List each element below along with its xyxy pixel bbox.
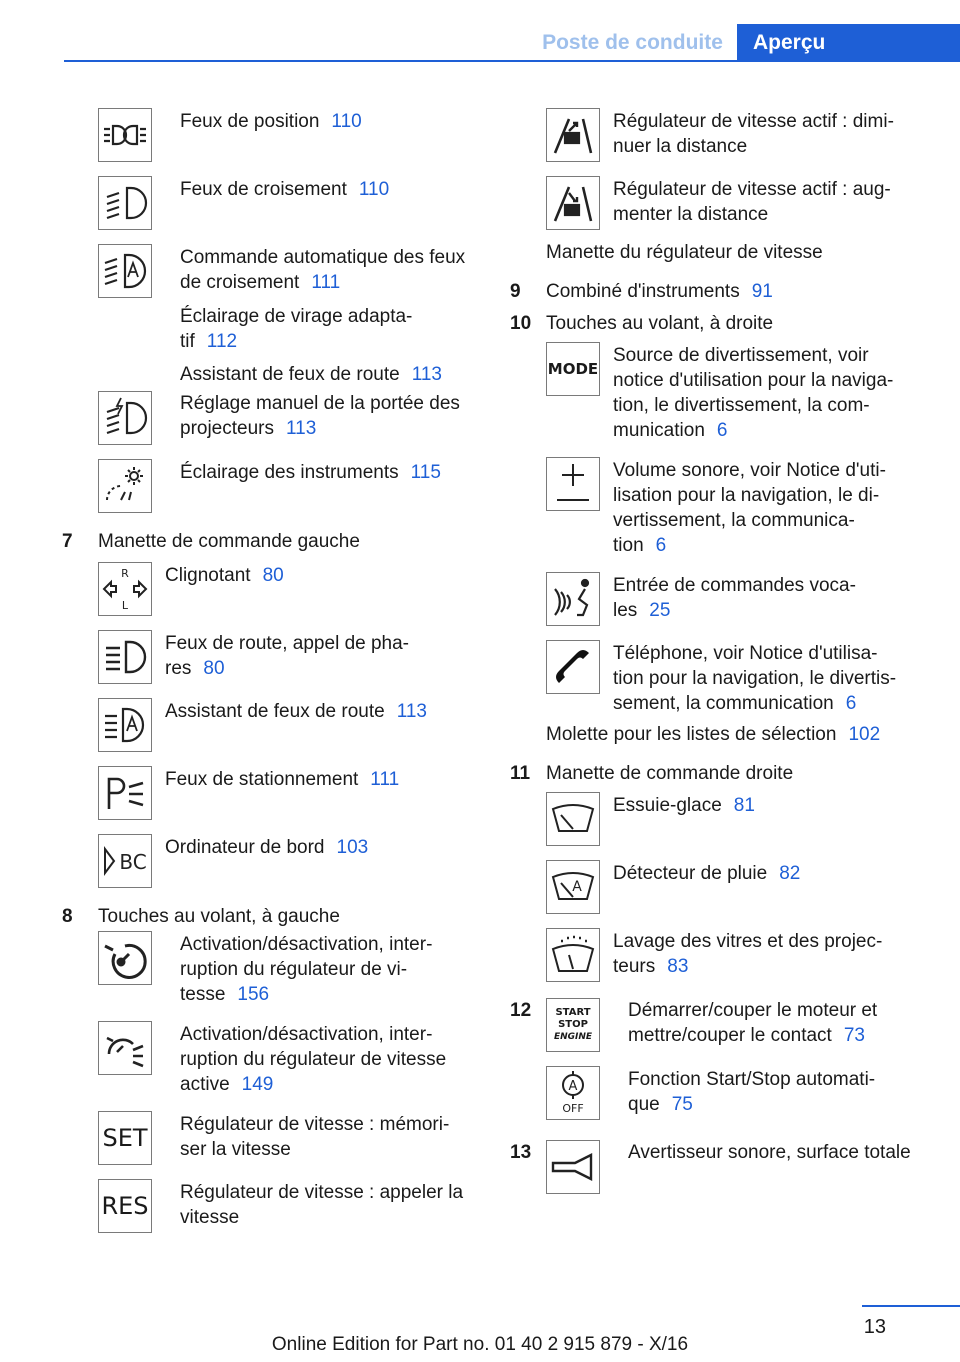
section-number: 10 <box>510 313 532 334</box>
list-item <box>546 640 950 716</box>
start-label: START <box>555 1007 591 1018</box>
page-ref-link[interactable]: 91 <box>751 281 773 302</box>
list-item <box>98 766 480 820</box>
item-text: Régulateur de vitesse actif : aug- menter la distance <box>613 179 891 225</box>
item-text: Clignotant <box>165 565 251 586</box>
page-ref-link[interactable]: 115 <box>410 462 441 483</box>
section-number: 7 <box>62 531 73 552</box>
item-text: Éclairage des instruments <box>180 462 399 483</box>
item-text: Feux de position <box>180 111 320 132</box>
active-cruise-icon <box>98 1021 152 1075</box>
list-item <box>98 630 480 684</box>
page-ref-link[interactable]: 113 <box>286 418 317 439</box>
item-text: Assistant de feux de route <box>180 364 400 385</box>
section-10 <box>510 311 950 336</box>
list-item <box>98 459 480 513</box>
off-label: OFF <box>562 1102 584 1115</box>
page-ref-link[interactable]: 80 <box>262 565 284 586</box>
list-item <box>98 1179 480 1233</box>
list-item <box>546 928 950 982</box>
page-ref-link[interactable]: 149 <box>241 1074 274 1095</box>
low-beam-icon <box>98 176 152 230</box>
rain-sensor-label: A <box>572 879 582 895</box>
set-icon <box>98 1111 152 1165</box>
bc-label: BC <box>119 850 147 874</box>
item-text: Avertisseur sonore, surface totale <box>628 1142 911 1163</box>
item-text: Démarrer/couper le moteur et mettre/couper le contact <box>628 1000 878 1046</box>
start-stop-icon <box>546 998 600 1052</box>
page-ref-link[interactable]: 6 <box>716 420 728 441</box>
section-13 <box>510 1140 950 1194</box>
svg-text:R: R <box>121 567 129 580</box>
item-text: Molette pour les listes de sélection <box>546 724 837 745</box>
rain-sensor-icon <box>546 860 600 914</box>
list-item <box>98 562 480 616</box>
auto-low-beam-icon <box>98 244 152 298</box>
footer-edition: Online Edition for Part no. 01 40 2 915 879 - X/16 <box>271 1334 689 1355</box>
board-computer-icon <box>98 834 152 888</box>
section-title: Combiné d'instruments <box>546 281 740 302</box>
page-ref-link[interactable]: 113 <box>396 701 427 722</box>
item-text: Feux de route, appel de pha- res <box>165 633 410 679</box>
auto-label: A <box>568 1079 578 1094</box>
list-item <box>98 834 480 888</box>
item-text: Commande automatique des feux de croisement <box>180 247 466 293</box>
set-label: SET <box>102 1124 148 1152</box>
item-text: Activation/désactivation, inter- ruption du régulateur de vi- tesse <box>180 934 433 1005</box>
item-text: Entrée de commandes voca- les <box>613 575 856 621</box>
page-ref-link[interactable]: 111 <box>311 272 341 293</box>
header-tab-section[interactable]: Poste de conduite <box>542 31 723 54</box>
item-text: Éclairage de virage adapta- tif <box>180 306 413 352</box>
washer-icon <box>546 928 600 982</box>
item-text: Réglage manuel de la portée des projecteurs <box>180 393 460 439</box>
page-ref-link[interactable]: 6 <box>655 535 667 556</box>
sub-item <box>180 362 480 387</box>
page-ref-link[interactable]: 6 <box>845 693 857 714</box>
item-text: Régulateur de vitesse : mémori- ser la vitesse <box>180 1114 450 1160</box>
list-item <box>98 698 480 752</box>
list-item <box>546 792 950 846</box>
turn-signal-icon <box>98 562 152 616</box>
page-ref-link[interactable]: 156 <box>237 984 270 1005</box>
item-text: Régulateur de vitesse : appeler la vitesse <box>180 1182 464 1228</box>
list-item <box>546 108 950 162</box>
phone-icon <box>546 640 600 694</box>
page-ref-link[interactable]: 110 <box>358 179 390 200</box>
item-text: Téléphone, voir Notice d'utilisa- tion pour la navigation, le divertis- sement, la communication <box>613 643 897 714</box>
page-ref-link[interactable]: 73 <box>843 1025 865 1046</box>
list-item <box>546 1066 950 1120</box>
volume-icon <box>546 457 600 511</box>
item-text: Régulateur de vitesse actif : dimi- nuer la distance <box>613 111 894 157</box>
list-item <box>546 572 950 626</box>
high-beam-assist-icon <box>98 698 152 752</box>
item-text: Essuie-glace <box>613 795 722 816</box>
section-number: 11 <box>510 763 531 784</box>
section-8 <box>62 904 480 929</box>
headlight-range-icon <box>98 391 152 445</box>
distance-decrease-icon <box>546 108 600 162</box>
page-ref-link[interactable]: 80 <box>203 658 225 679</box>
item-text: Détecteur de pluie <box>613 863 768 884</box>
page-ref-link[interactable]: 75 <box>671 1094 693 1115</box>
svg-text:L: L <box>121 599 129 612</box>
stop-label: STOP <box>558 1019 588 1030</box>
section-number: 9 <box>510 281 521 302</box>
page-ref-link[interactable]: 25 <box>649 600 671 621</box>
item-text: Feux de croisement <box>180 179 347 200</box>
page-number-divider <box>862 1305 960 1307</box>
header-tab-current[interactable]: Aperçu <box>737 24 960 61</box>
list-item <box>546 342 950 443</box>
page-ref-link[interactable]: 111 <box>370 769 400 790</box>
section-number: 8 <box>62 906 73 927</box>
list-item <box>98 244 480 298</box>
auto-start-stop-icon <box>546 1066 600 1120</box>
list-item <box>98 108 480 162</box>
list-item <box>98 931 480 1007</box>
res-label: RES <box>101 1192 149 1220</box>
page-ref-link[interactable]: 113 <box>411 364 442 385</box>
list-item <box>98 391 480 445</box>
section-title: Touches au volant, à gauche <box>98 906 340 927</box>
item-text: Feux de stationnement <box>165 769 359 790</box>
lever-text: Manette du régulateur de vitesse <box>546 242 823 263</box>
horn-icon <box>546 1140 600 1194</box>
left-column <box>62 108 480 1247</box>
parking-lights-icon <box>98 766 152 820</box>
section-title: Manette de commande droite <box>546 763 794 784</box>
sub-item <box>180 304 440 354</box>
wheel-item <box>546 722 950 747</box>
page-ref-link[interactable]: 112 <box>206 331 238 352</box>
instrument-lighting-icon <box>98 459 152 513</box>
voice-command-icon <box>546 572 600 626</box>
section-title: Touches au volant, à droite <box>546 313 774 334</box>
item-text: Ordinateur de bord <box>165 837 325 858</box>
cruise-control-icon <box>98 931 152 985</box>
page-ref-link[interactable]: 81 <box>733 795 755 816</box>
section-12 <box>510 998 950 1052</box>
item-text: Volume sonore, voir Notice d'uti- lisation pour la navigation, le di- vertissement, la communica- tion <box>613 460 886 556</box>
page-ref-link[interactable]: 82 <box>779 863 801 884</box>
distance-increase-icon <box>546 176 600 230</box>
page-ref-link[interactable]: 102 <box>848 724 881 745</box>
item-text: Fonction Start/Stop automati- que <box>628 1069 876 1115</box>
section-11 <box>510 761 950 786</box>
list-item <box>546 457 950 558</box>
page-ref-link[interactable]: 103 <box>336 837 369 858</box>
high-beam-icon <box>98 630 152 684</box>
page-ref-link[interactable]: 110 <box>331 111 362 132</box>
item-text: Assistant de feux de route <box>165 701 385 722</box>
item-text: Activation/désactivation, inter- ruption du régulateur de vitesse active <box>180 1024 447 1095</box>
page-number: 13 <box>863 1316 886 1338</box>
list-item <box>98 176 480 230</box>
list-item <box>98 1021 480 1097</box>
section-number: 13 <box>510 1142 532 1163</box>
list-item <box>546 860 950 914</box>
right-column <box>510 108 950 1194</box>
section-title: Manette de commande gauche <box>98 531 360 552</box>
wiper-icon <box>546 792 600 846</box>
header-divider <box>64 60 960 62</box>
mode-icon <box>546 342 600 396</box>
list-item <box>98 1111 480 1165</box>
position-lights-icon <box>98 108 152 162</box>
item-text: Lavage des vitres et des projec- teurs <box>613 931 883 977</box>
res-icon <box>98 1179 152 1233</box>
mode-label: MODE <box>547 360 599 378</box>
page-ref-link[interactable]: 83 <box>667 956 689 977</box>
engine-label: ENGINE <box>553 1032 593 1042</box>
item-text: Source de divertissement, voir notice d'utilisation pour la naviga- tion, le divertissement, la com- munication <box>613 345 894 441</box>
list-item <box>546 176 950 230</box>
section-number: 12 <box>510 1000 532 1021</box>
section-7 <box>62 529 480 554</box>
section-9 <box>510 279 950 304</box>
